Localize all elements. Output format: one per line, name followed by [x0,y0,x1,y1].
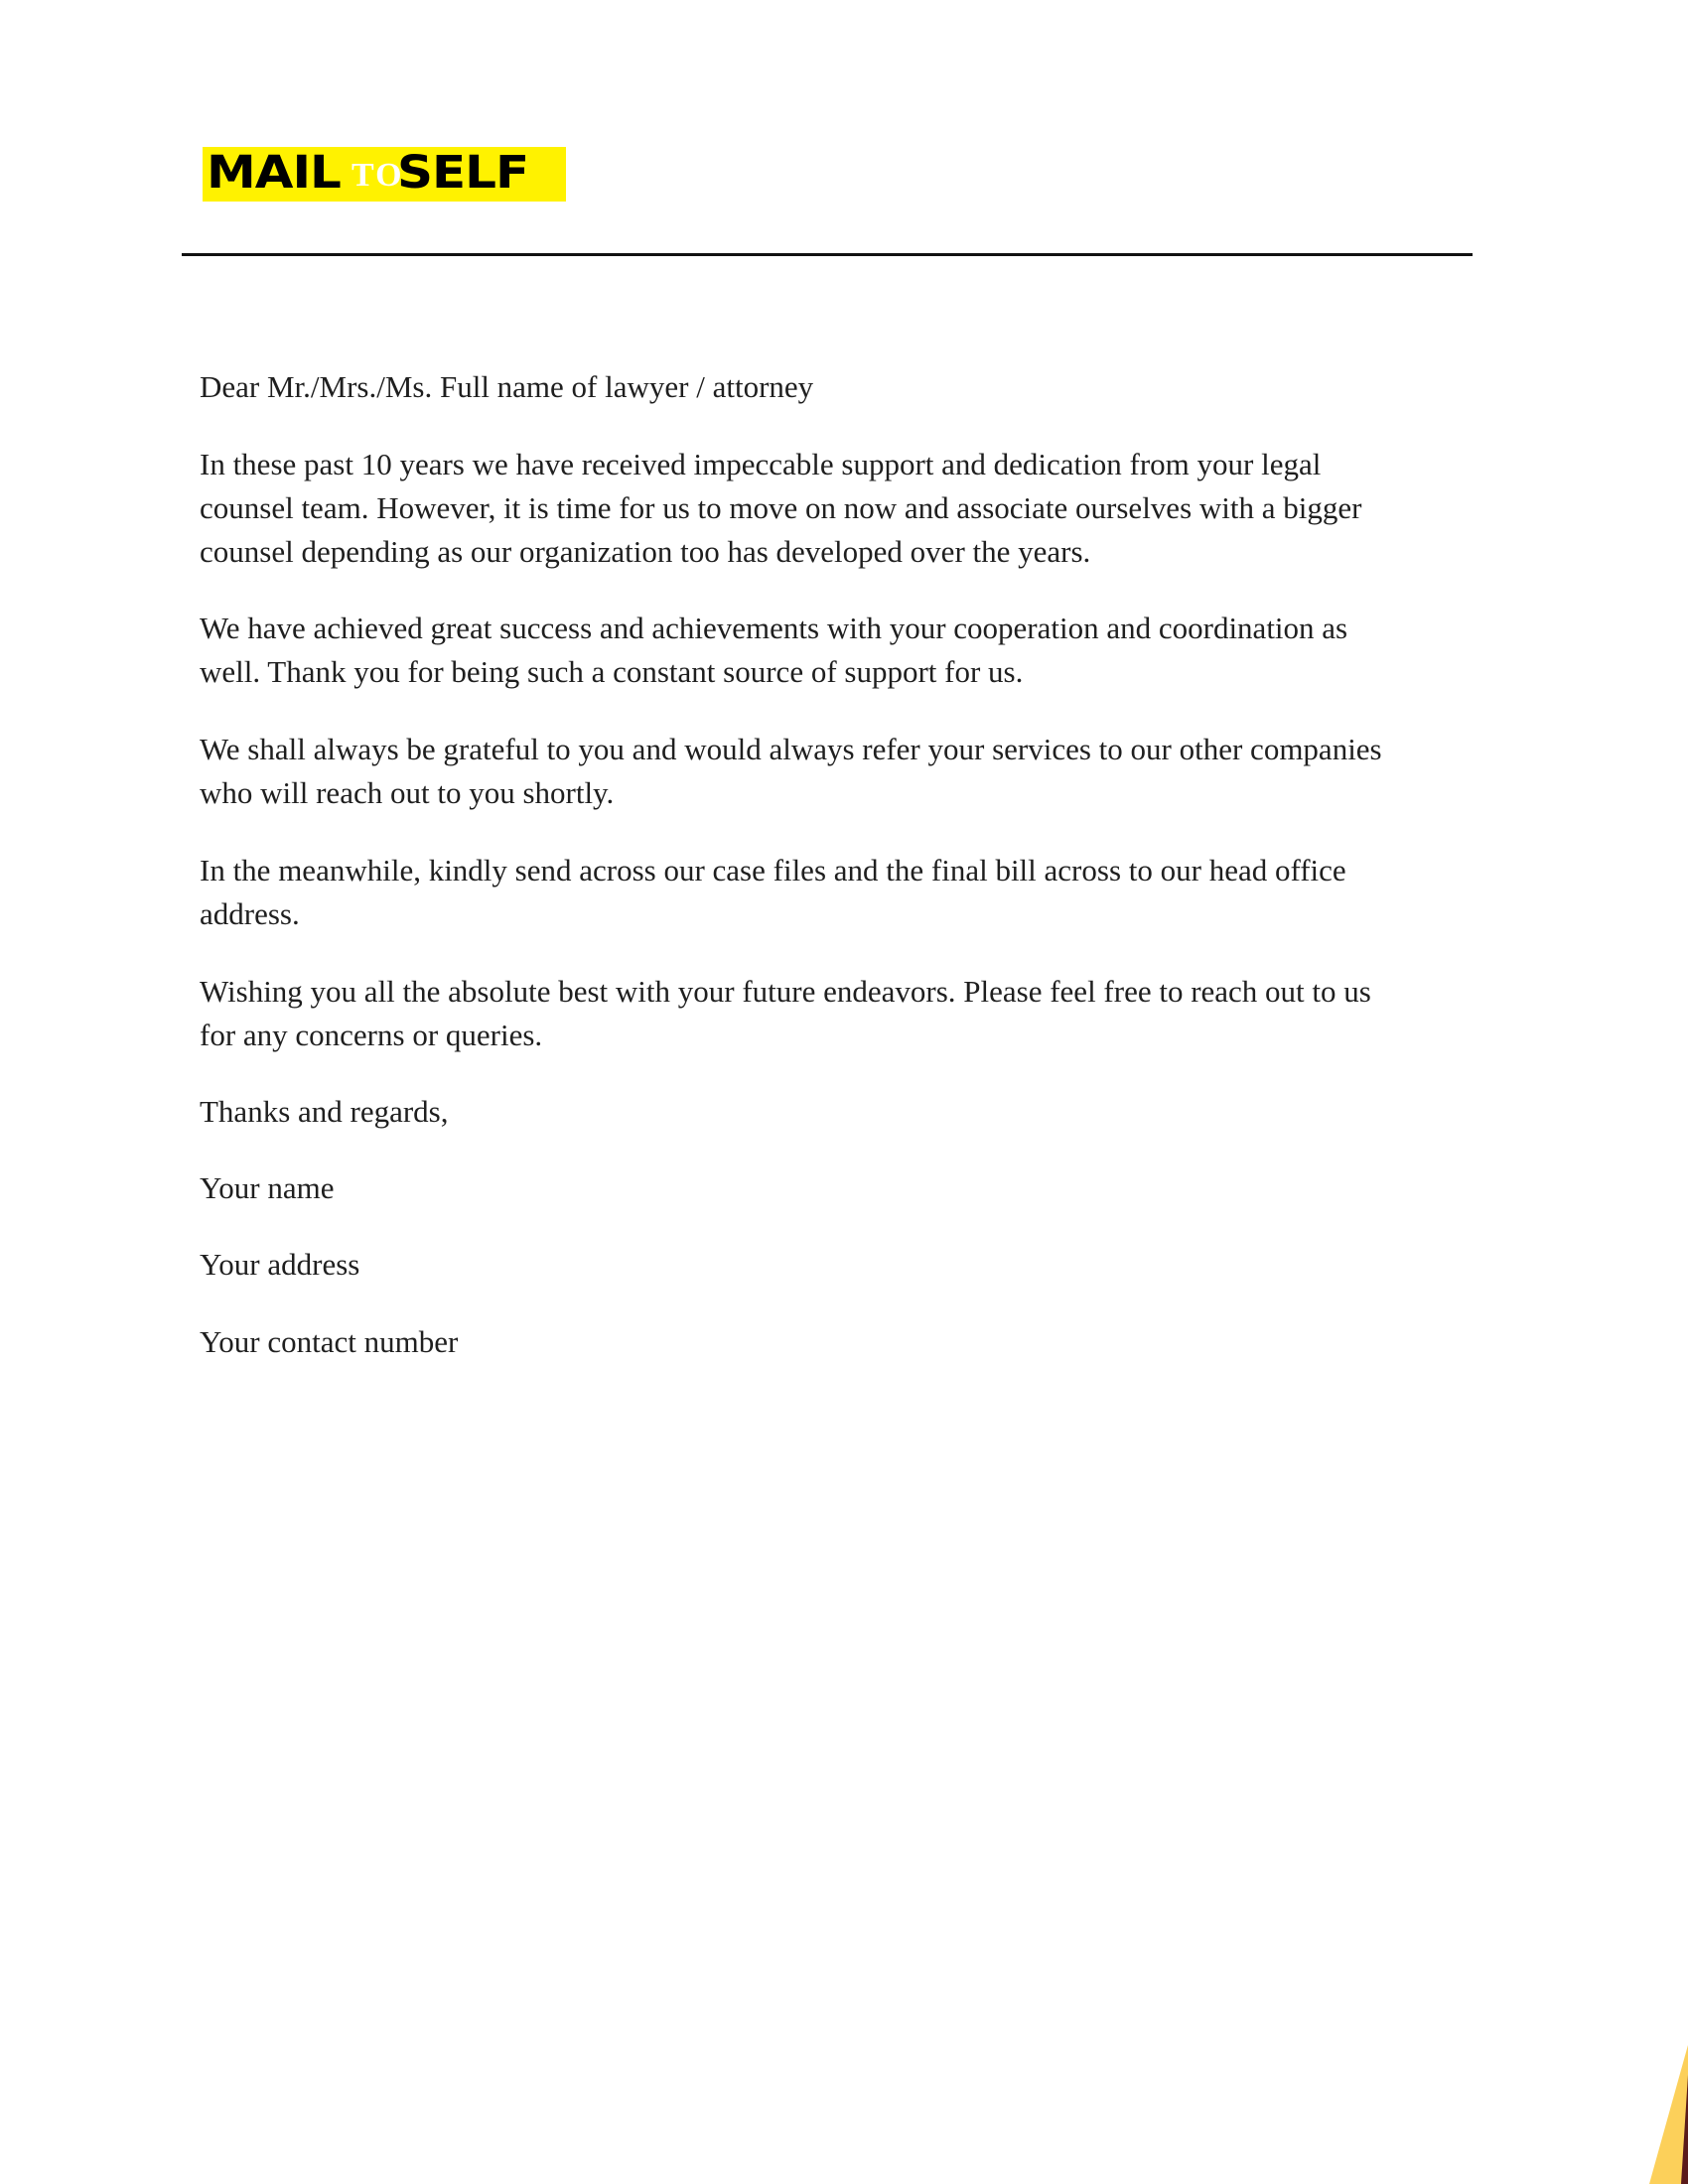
salutation: Dear Mr./Mrs./Ms. Full name of lawyer / attorney [200,369,814,404]
paragraph-1-line-2: counsel team. However, it is time for us to move on now and associate ourselves with a bigger [200,490,1362,525]
paragraph-1-line-3: counsel depending as our organization too has developed over the years. [200,534,1091,569]
logo-text-to: TO [352,157,404,194]
paragraph-4-line-2: address. [200,896,300,931]
logo-text-mail: MAIL [207,147,341,199]
paragraph-1-line-1: In these past 10 years we have received impeccable support and dedication from your legal [200,447,1322,481]
signature-contact: Your contact number [200,1324,459,1359]
paragraph-5-line-1: Wishing you all the absolute best with your future endeavors. Please feel free to reach out to us [200,974,1371,1009]
closing: Thanks and regards, [200,1094,449,1129]
paragraph-4-line-1: In the meanwhile, kindly send across our case files and the final bill across to our head office [200,853,1346,887]
paragraph-2-line-1: We have achieved great success and achievements with your cooperation and coordination as [200,611,1348,645]
mail-to-self-logo [203,147,566,202]
paragraph-5-line-2: for any concerns or queries. [200,1018,543,1052]
signature-address: Your address [200,1247,360,1282]
signature-name: Your name [200,1170,335,1205]
header-divider [182,253,1473,256]
decorative-corner-shape [1648,2045,1688,2184]
paragraph-3-line-1: We shall always be grateful to you and would always refer your services to our other companies [200,732,1382,766]
logo-text-self: SELF [397,147,529,199]
paragraph-2-line-2: well. Thank you for being such a constant source of support for us. [200,654,1024,689]
paragraph-3-line-2: who will reach out to you shortly. [200,775,615,810]
